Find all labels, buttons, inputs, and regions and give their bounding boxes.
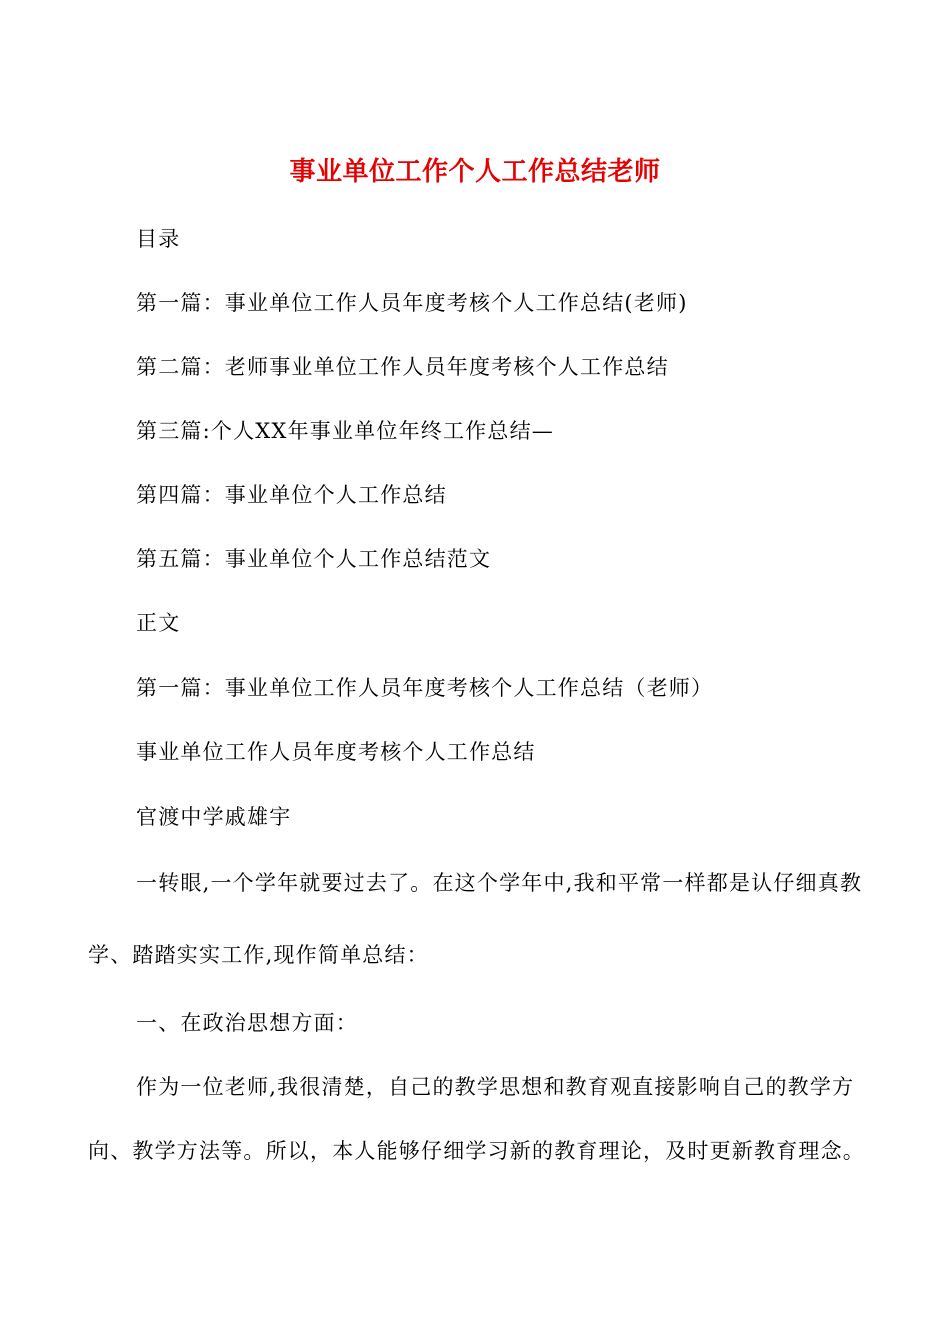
document-title: 事业单位工作个人工作总结老师 [289,157,661,187]
chapter-subtitle: 事业单位工作人员年度考核个人工作总结 [136,740,536,764]
section-1-heading: 一、在政治思想方面： [136,1011,358,1035]
paragraph-1-line-1: 一转眼,一个学年就要过去了。在这个学年中,我和平常一样都是认仔细真教 [136,871,863,895]
toc-heading: 目录 [136,227,181,251]
toc-item-1: 第一篇：事业单位工作人员年度考核个人工作总结(老师) [136,291,688,315]
toc-item-3: 第三篇:个人XX年事业单位年终工作总结— [136,419,554,443]
chapter-title: 第一篇：事业单位工作人员年度考核个人工作总结（老师） [136,676,714,700]
author-line: 官渡中学戚雄宇 [136,805,292,829]
body-heading: 正文 [136,611,181,635]
paragraph-2-line-2: 向、教学方法等。所以，本人能够仔细学习新的教育理论，及时更新教育理念。 [88,1139,865,1163]
paragraph-2-line-1: 作为一位老师,我很清楚，自己的教学思想和教育观直接影响自己的教学方 [136,1075,855,1099]
toc-item-2: 第二篇：老师事业单位工作人员年度考核个人工作总结 [136,355,669,379]
toc-item-5: 第五篇：事业单位个人工作总结范文 [136,547,492,571]
paragraph-1-line-2: 学、踏踏实实工作,现作简单总结： [88,943,429,967]
toc-item-4: 第四篇：事业单位个人工作总结 [136,483,447,507]
